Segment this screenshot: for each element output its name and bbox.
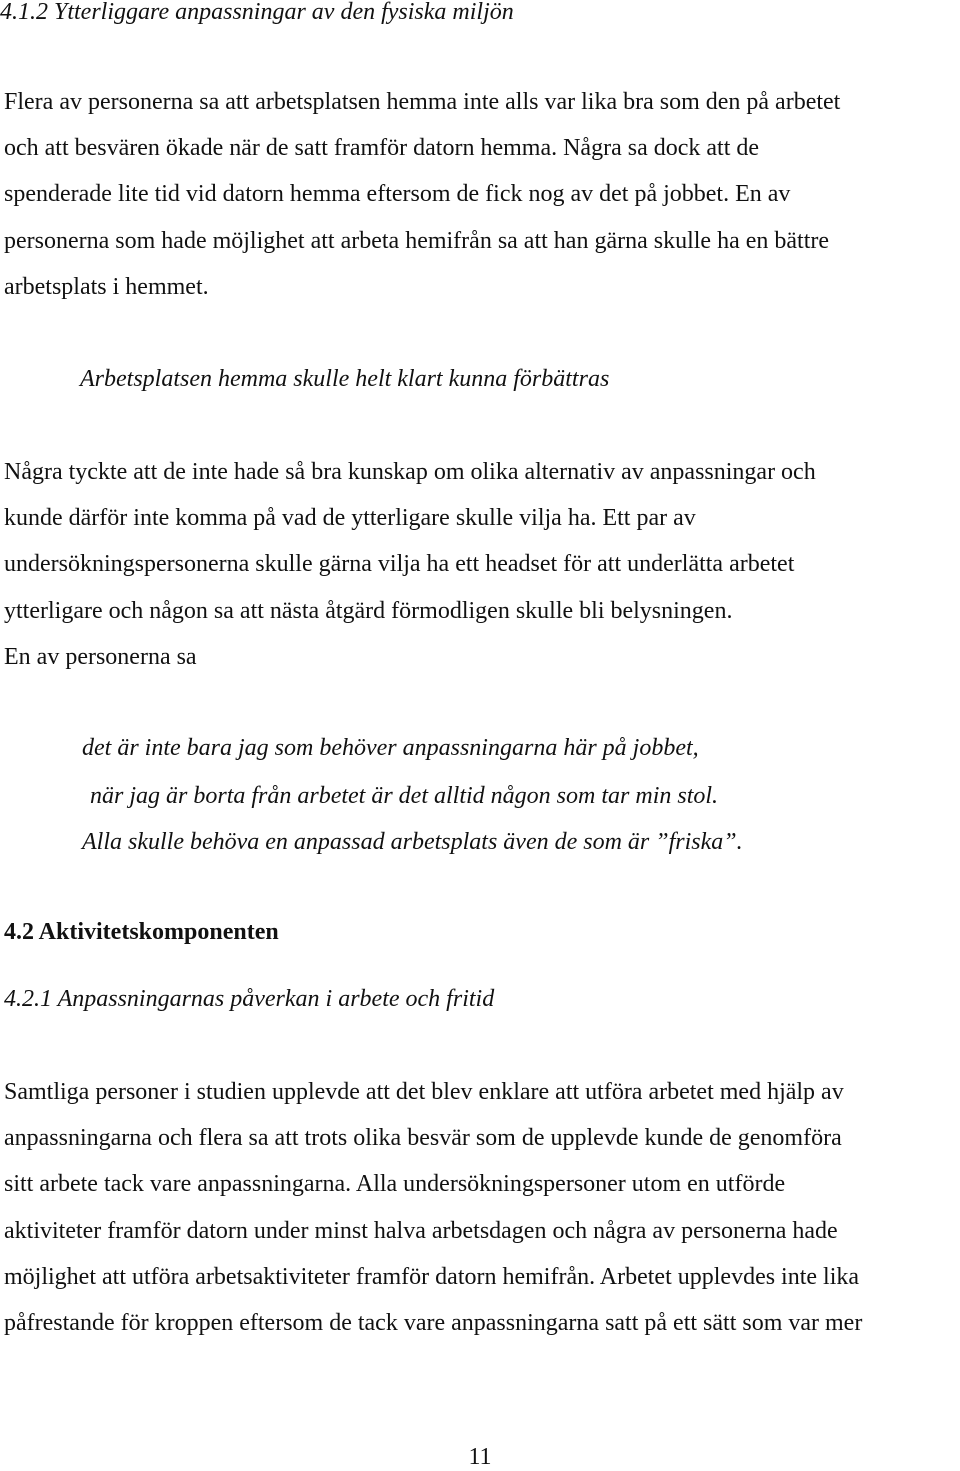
section-heading-4-2: 4.2 Aktivitetskomponenten <box>4 919 279 945</box>
paragraph-line: spenderade lite tid vid datorn hemma eftersom de fick nog av det på jobbet. En av <box>4 181 791 207</box>
block-quote-line: när jag är borta från arbetet är det alltid någon som tar min stol. <box>90 783 719 809</box>
section-heading-4-2-1: 4.2.1 Anpassningarnas påverkan i arbete och fritid <box>4 986 495 1012</box>
paragraph-line: Några tyckte att de inte hade så bra kunskap om olika alternativ av anpassningar och <box>4 459 816 485</box>
paragraph-line: arbetsplats i hemmet. <box>4 274 209 300</box>
paragraph-line: möjlighet att utföra arbetsaktiviteter framför datorn hemifrån. Arbetet upplevdes inte lika <box>4 1264 860 1290</box>
paragraph-line: påfrestande för kroppen eftersom de tack vare anpassningarna satt på ett sätt som var mer <box>4 1310 863 1336</box>
page-number: 11 <box>468 1444 492 1470</box>
paragraph-line: och att besvären ökade när de satt framför datorn hemma. Några sa dock att de <box>4 135 760 161</box>
paragraph-line: kunde därför inte komma på vad de ytterligare skulle vilja ha. Ett par av <box>4 505 696 531</box>
paragraph-line: aktiviteter framför datorn under minst halva arbetsdagen och några av personerna hade <box>4 1218 838 1244</box>
section-heading-4-1-2: 4.1.2 Ytterliggare anpassningar av den fysiska miljön <box>0 0 514 25</box>
block-quote: Arbetsplatsen hemma skulle helt klart kunna förbättras <box>80 366 610 392</box>
paragraph-line: anpassningarna och flera sa att trots olika besvär som de upplevde kunde de genomföra <box>4 1125 842 1151</box>
paragraph-line: personerna som hade möjlighet att arbeta hemifrån sa att han gärna skulle ha en bättre <box>4 228 830 254</box>
block-quote-line: Alla skulle behöva en anpassad arbetsplats även de som är ”friska”. <box>82 829 743 855</box>
paragraph-line: Flera av personerna sa att arbetsplatsen hemma inte alls var lika bra som den på arbetet <box>4 89 841 115</box>
paragraph-line: Samtliga personer i studien upplevde att det blev enklare att utföra arbetet med hjälp av <box>4 1079 844 1105</box>
paragraph-line: undersökningspersonerna skulle gärna vilja ha ett headset för att underlätta arbetet <box>4 551 795 577</box>
paragraph-line: ytterligare och någon sa att nästa åtgärd förmodligen skulle bli belysningen. <box>4 598 733 624</box>
paragraph-line: En av personerna sa <box>4 644 197 670</box>
paragraph-line: sitt arbete tack vare anpassningarna. Alla undersökningspersoner utom en utförde <box>4 1171 786 1197</box>
block-quote-line: det är inte bara jag som behöver anpassningarna här på jobbet, <box>82 735 699 761</box>
